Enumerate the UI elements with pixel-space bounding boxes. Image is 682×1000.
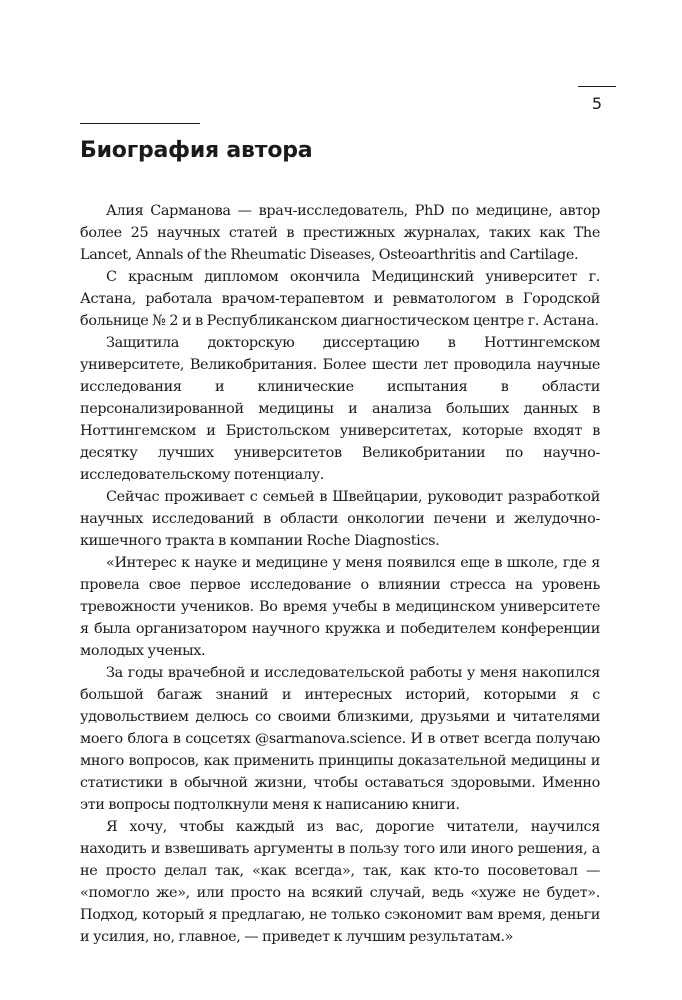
page-number-rule bbox=[578, 86, 616, 87]
paragraph-quote-interest: «Интерес к науке и медицине у меня появился еще в школе, где я провела свое первое исследование о влиянии стресса на уровень тревожности учеников. Во время учебы в медицинском университете я была организатором научного кружка и победителем конференции молодых ученых. bbox=[80, 555, 600, 659]
paragraph-dissertation: Защитила докторскую диссертацию в Ноттингемском университете, Великобритания. Более шести лет проводила научные исследования и клинические испытания в области персонализированной медицины и анализа больших данных в Ноттингемском и Бристольском университетах, которые входят в десятку лучших университетов Великобритании по научно-исследовательскому потенциалу. bbox=[80, 335, 600, 483]
paragraph-intro: Алия Сарманова — врач-исследователь, PhD по медицине, автор более 25 научных статей в престижных журналах, таких как The Lancet, Annals of the Rheumatic Diseases, Osteoarthritis and Cartilage. bbox=[80, 203, 600, 263]
paragraph-quote-goal: Я хочу, чтобы каждый из вас, дорогие читатели, научился находить и взвешивать аргументы в пользу того или иного решения, а не просто делал так, «как всегда», так, как кто-то посоветовал — «помогло же», или просто на всякий случай, ведь «хуже не будет». Подход, который я предлагаю, не только сэкономит вам время, деньги и усилия, но, главное, — приведет к лучшим результатам.» bbox=[80, 819, 600, 945]
paragraph-quote-experience: За годы врачебной и исследовательской работы у меня накопился большой багаж знаний и интересных историй, которыми я с удовольствием делюсь со своими близкими, друзьями и читателями моего блога в соцсетях @sarmanova.science. И в ответ всегда получаю много вопросов, как применить принципы доказательной медицины и статистики в обычной жизни, чтобы оставаться здоровыми. Именно эти вопросы подтолкнули меня к написанию книги. bbox=[80, 665, 600, 813]
page-number: 5 bbox=[591, 94, 603, 113]
page-title: Биография автора bbox=[80, 138, 313, 163]
heading-rule bbox=[80, 123, 200, 124]
paragraph-current-work: Сейчас проживает с семьей в Швейцарии, руководит разработкой научных исследований в области онкологии печени и желудочно-кишечного тракта в компании Roche Diagnostics. bbox=[80, 489, 600, 549]
paragraph-education: С красным дипломом окончила Медицинский университет г. Астана, работала врачом-терапевтом и ревматологом в Городской больнице № 2 и в Республиканском диагностическом центре г. Астана. bbox=[80, 269, 600, 329]
biography-text bbox=[80, 200, 600, 948]
